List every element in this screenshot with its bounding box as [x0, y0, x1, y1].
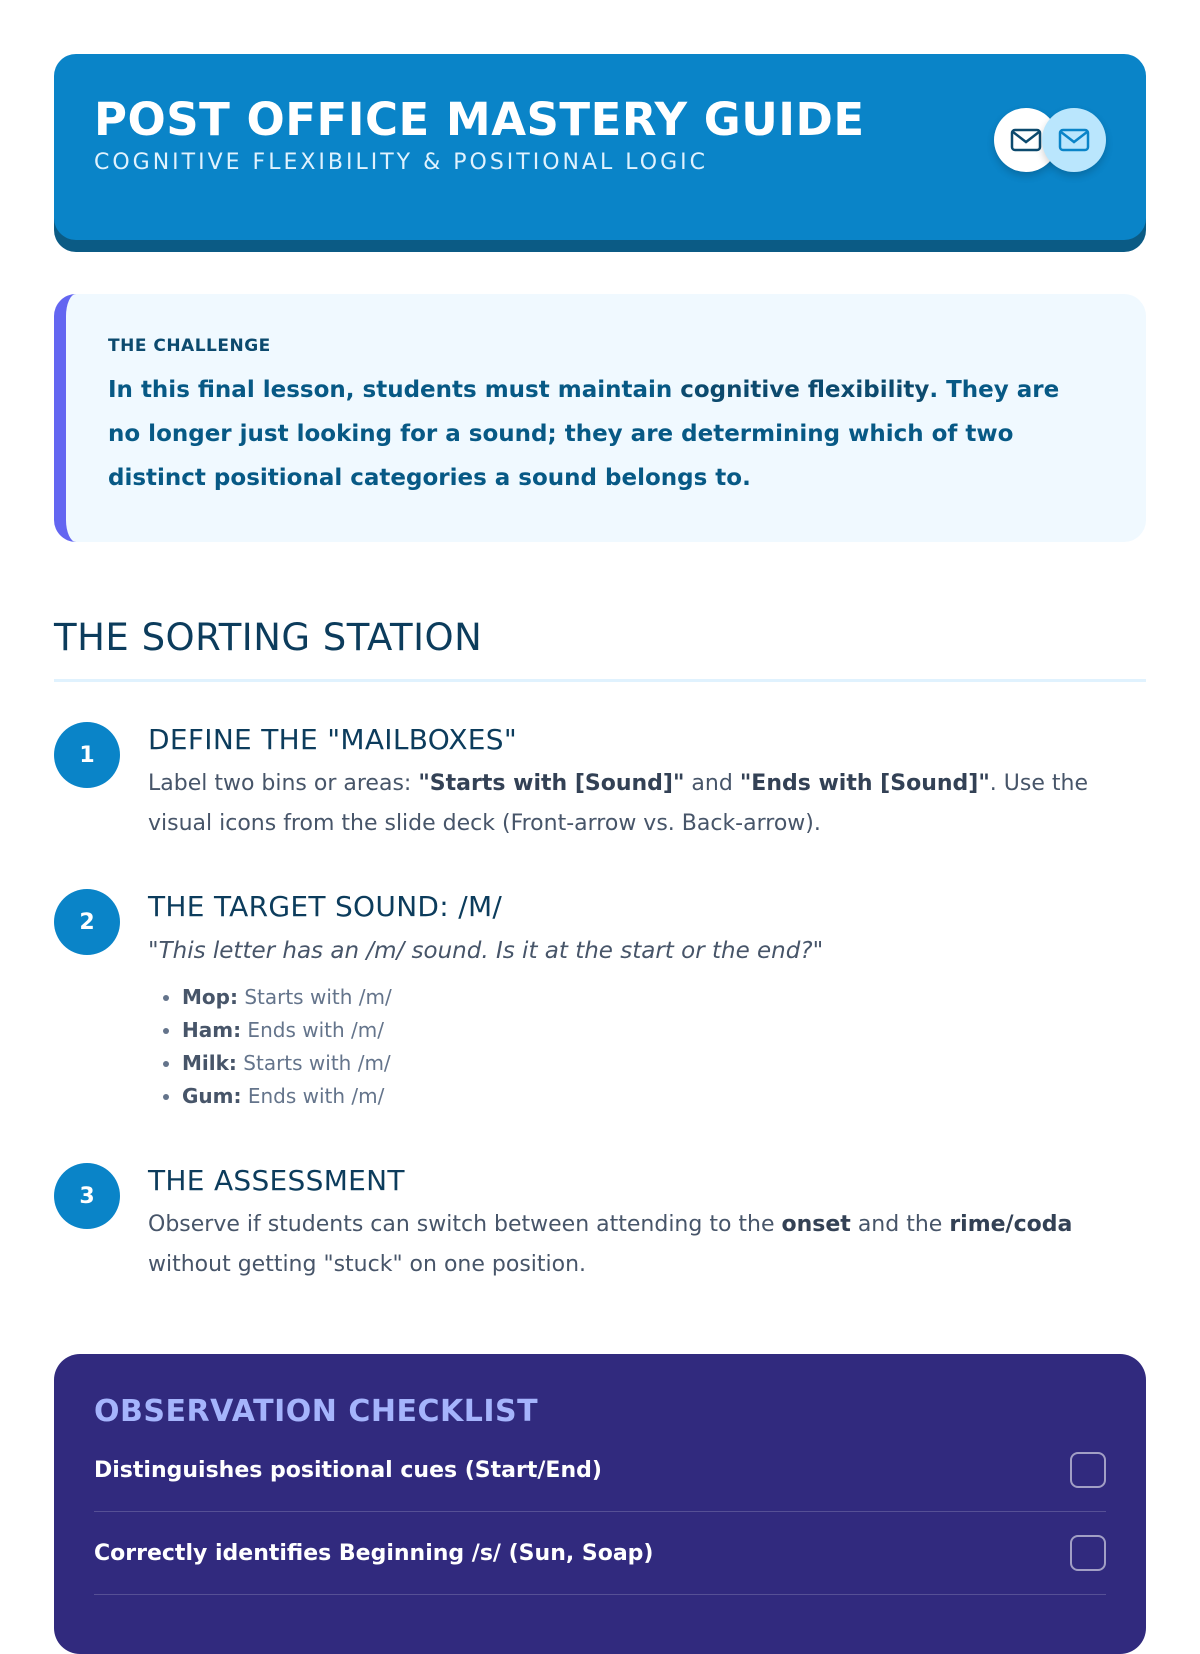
example-result: Starts with /m/	[236, 1051, 391, 1075]
checkbox[interactable]	[1070, 1535, 1106, 1571]
challenge-text-start: In this final lesson, students must maintain	[108, 377, 681, 403]
example-word: Ham:	[182, 1018, 242, 1042]
step-text-part: without getting "stuck" on one position.	[148, 1252, 587, 1277]
header-banner	[54, 54, 1146, 240]
step-text-bold: rime/coda	[949, 1212, 1073, 1237]
header-icons	[994, 108, 1106, 174]
step-text	[148, 764, 1146, 844]
step-text-part: Label two bins or areas:	[148, 771, 419, 796]
step-text-bold: "Ends with [Sound]"	[739, 771, 990, 796]
checklist-item-label: Correctly identifies Beginning /s/ (Sun, Soap)	[94, 1540, 654, 1566]
step-body	[148, 722, 1146, 844]
step-text-bold: onset	[781, 1212, 851, 1237]
step-text-part: and the	[850, 1212, 950, 1237]
challenge-text-bold: cognitive flexibility	[680, 377, 930, 403]
step-title: DEFINE THE "MAILBOXES"	[148, 723, 518, 756]
observation-checklist	[54, 1354, 1146, 1654]
guide-page	[54, 54, 1146, 1277]
page-subtitle: COGNITIVE FLEXIBILITY & POSITIONAL LOGIC	[94, 150, 708, 175]
step-text	[148, 1205, 1146, 1285]
example-result: Ends with /m/	[241, 1084, 385, 1108]
list-item	[182, 1047, 1146, 1080]
checklist-title: OBSERVATION CHECKLIST	[94, 1394, 539, 1429]
example-result: Starts with /m/	[237, 985, 392, 1009]
list-item	[182, 1080, 1146, 1113]
example-word: Gum:	[182, 1084, 242, 1108]
step-title: THE TARGET SOUND: /M/	[148, 890, 503, 923]
list-item	[182, 1014, 1146, 1047]
step-text-part: Observe if students can switch between attending to the	[148, 1212, 782, 1237]
checkbox[interactable]	[1070, 1452, 1106, 1488]
step-body	[148, 1163, 1146, 1285]
example-list	[148, 981, 1146, 1113]
list-item	[182, 981, 1146, 1014]
challenge-text	[108, 368, 1076, 500]
checklist-item	[94, 1429, 1106, 1512]
step-text-part: . Use the visual icons from the slide deck (Front-arrow vs. Back-arrow).	[148, 771, 1088, 836]
challenge-label: THE CHALLENGE	[108, 336, 271, 356]
example-result: Ends with /m/	[241, 1018, 384, 1042]
step-title: THE ASSESSMENT	[148, 1164, 405, 1197]
section-title: THE SORTING STATION	[54, 616, 1146, 682]
checklist-item	[94, 1512, 1106, 1595]
step-text-part: and	[684, 771, 740, 796]
step-number: 1	[54, 722, 120, 788]
step-body	[148, 889, 1146, 1113]
mail-icon	[1042, 108, 1106, 172]
step-quote: "This letter has an /m/ sound. Is it at the start or the end?"	[148, 938, 824, 964]
step-number: 2	[54, 889, 120, 955]
example-word: Mop:	[182, 985, 238, 1009]
example-word: Milk:	[182, 1051, 237, 1075]
challenge-text-end: . They are no longer just looking for a sound; they are determining which of two distinct positional categories a sound belongs to.	[108, 377, 1060, 491]
step-text-bold: "Starts with [Sound]"	[418, 771, 685, 796]
page-title: POST OFFICE MASTERY GUIDE	[94, 93, 865, 146]
step-number: 3	[54, 1163, 120, 1229]
challenge-callout	[54, 294, 1146, 542]
checklist-item-label: Distinguishes positional cues (Start/End)	[94, 1457, 602, 1483]
